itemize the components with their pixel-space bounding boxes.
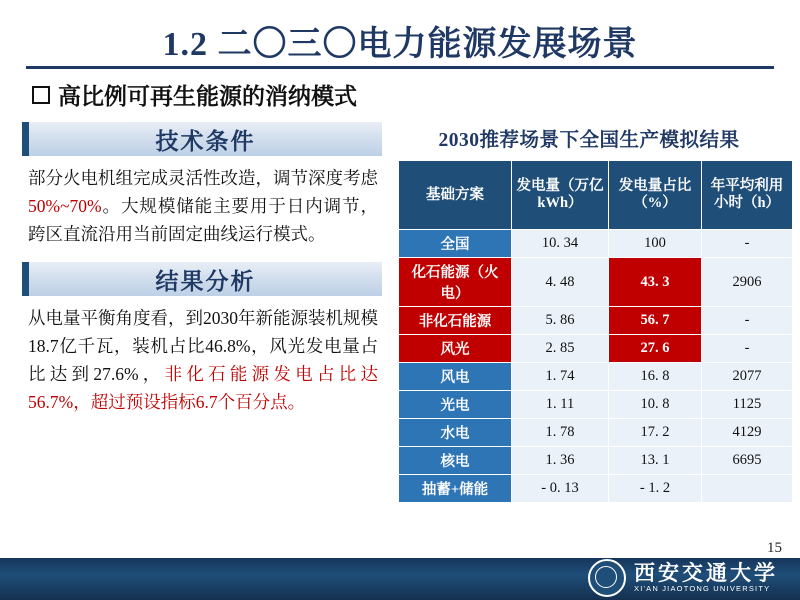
section1-text-part1: 部分火电机组完成灵活性改造，调节深度考虑 [28, 168, 378, 188]
section2-highlight: 非化石能源发电占比达 56.7%，超过预设指标6.7个百分点。 [28, 364, 379, 412]
subtitle-text: 高比例可再生能源的消纳模式 [58, 84, 357, 109]
table-cell: 16. 8 [609, 363, 702, 391]
table-row [399, 391, 793, 419]
section2-heading-text: 结果分析 [155, 268, 256, 294]
page-number: 15 [767, 540, 782, 556]
table-row-label: 风光 [399, 335, 512, 363]
table-row-label: 风电 [399, 363, 512, 391]
table-header-cell: 发电量占比（%） [609, 161, 702, 230]
table-cell: - 1. 2 [609, 475, 702, 503]
table-cell: 5. 86 [512, 307, 609, 335]
table-cell: 4. 48 [512, 258, 609, 307]
section1-text-part2: 。大规模储能主要用于日内调节，跨区直流沿用当前固定曲线运行模式。 [28, 196, 378, 244]
table-cell: 1125 [702, 391, 793, 419]
table-cell: 17. 2 [609, 419, 702, 447]
section2-text-part1: 从电量平衡角度看，到2030年新能源装机规模18.7亿千瓦，装机占比46.8%，风光发电量占比达到27.6%， [28, 308, 378, 384]
table-row [399, 419, 793, 447]
section-heading-result-analysis [22, 262, 382, 296]
table-cell: 27. 6 [609, 335, 702, 363]
table-header-cell: 发电量（万亿kWh） [512, 161, 609, 230]
table-cell: 6695 [702, 447, 793, 475]
table-cell: 1. 78 [512, 419, 609, 447]
page-title: 1.2 二〇三〇电力能源发展场景 [162, 26, 638, 63]
table-body [399, 230, 793, 503]
table-cell: 4129 [702, 419, 793, 447]
table-cell: - [702, 335, 793, 363]
table-row [399, 258, 793, 307]
table-title: 2030推荐场景下全国生产模拟结果 [438, 130, 740, 151]
table-header-cell: 年平均利用小时（h） [702, 161, 793, 230]
table-header-row [399, 161, 793, 230]
table-row-label: 抽蓄+储能 [399, 475, 512, 503]
section2-paragraph [22, 304, 382, 416]
table-row [399, 363, 793, 391]
section1-paragraph [22, 164, 382, 248]
university-logo [588, 558, 778, 598]
table-row [399, 335, 793, 363]
left-column [22, 122, 382, 416]
table-cell [702, 475, 793, 503]
logo-english-name: XI'AN JIAOTONG UNIVERSITY [634, 584, 771, 593]
seal-icon [588, 559, 626, 597]
table-cell: 1. 11 [512, 391, 609, 419]
table-cell: 100 [609, 230, 702, 258]
table-cell: 2077 [702, 363, 793, 391]
table-row-label: 非化石能源 [399, 307, 512, 335]
right-column [398, 124, 784, 503]
title-divider [26, 66, 774, 69]
simulation-results-table [398, 160, 793, 503]
logo-text [634, 562, 778, 594]
table-row-label: 光电 [399, 391, 512, 419]
subtitle [32, 78, 357, 111]
table-row [399, 307, 793, 335]
table-cell: 43. 3 [609, 258, 702, 307]
table-cell: 10. 34 [512, 230, 609, 258]
table-cell: 1. 74 [512, 363, 609, 391]
footer-bar [0, 558, 800, 600]
logo-chinese-name: 西安交通大学 [634, 561, 778, 585]
table-cell: 13. 1 [609, 447, 702, 475]
table-cell: 56. 7 [609, 307, 702, 335]
table-row-label: 化石能源（火电） [399, 258, 512, 307]
table-header-cell: 基础方案 [399, 161, 512, 230]
table-cell: 2. 85 [512, 335, 609, 363]
section1-heading-text: 技术条件 [155, 128, 256, 154]
table-row [399, 230, 793, 258]
section1-highlight: 50%~70% [28, 196, 102, 216]
square-bullet-icon [32, 86, 50, 104]
table-cell: 2906 [702, 258, 793, 307]
table-cell: - [702, 307, 793, 335]
table-cell: - 0. 13 [512, 475, 609, 503]
table-row-label: 核电 [399, 447, 512, 475]
table-row-label: 水电 [399, 419, 512, 447]
table-cell: 1. 36 [512, 447, 609, 475]
table-cell: 10. 8 [609, 391, 702, 419]
table-row-label: 全国 [399, 230, 512, 258]
section-heading-technical-conditions [22, 122, 382, 156]
table-row [399, 475, 793, 503]
table-row [399, 447, 793, 475]
table-cell: - [702, 230, 793, 258]
